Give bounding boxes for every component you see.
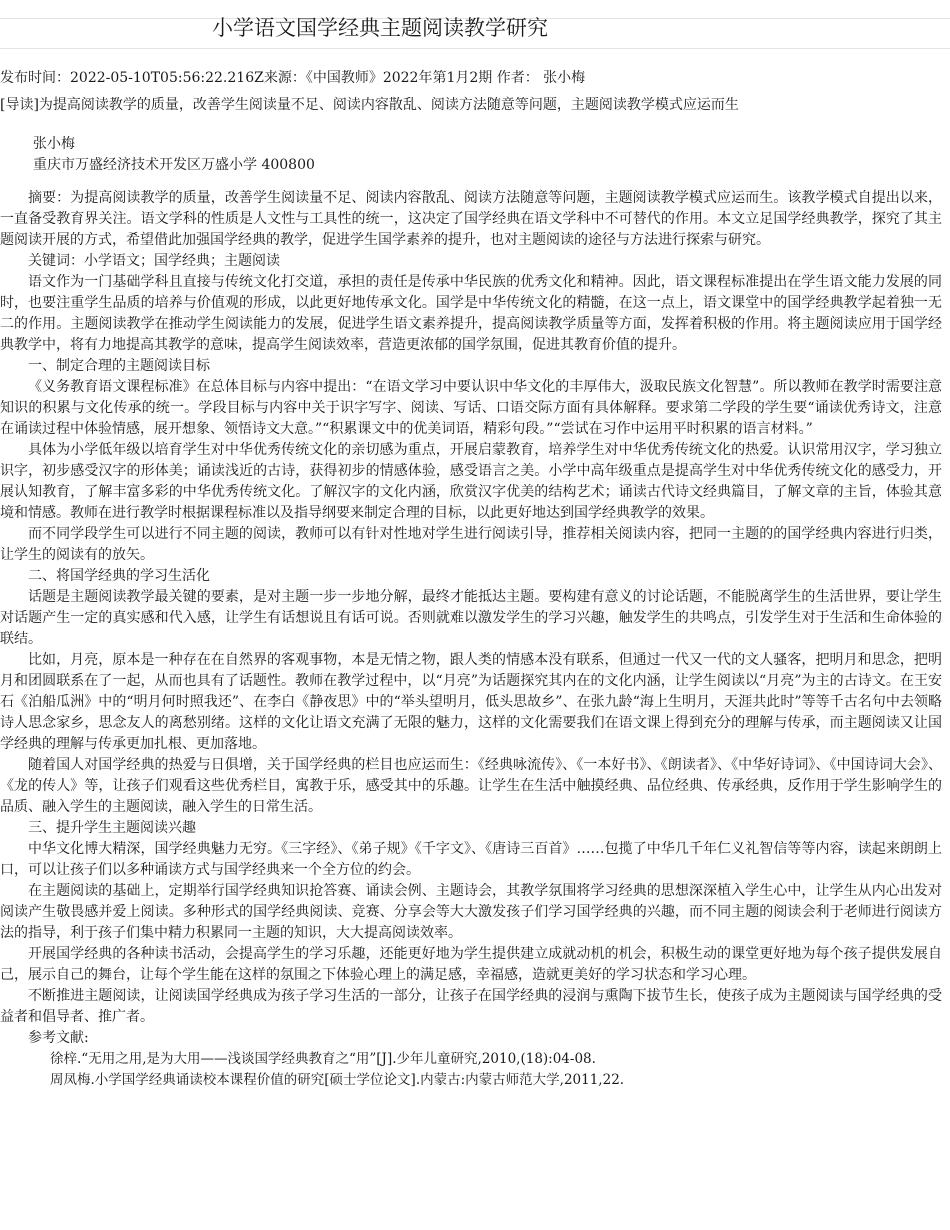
author-affiliation: 重庆市万盛经济技术开发区万盛小学 400800	[33, 157, 315, 173]
article-title: 小学语文国学经典主题阅读教学研究	[212, 16, 548, 40]
intro-paragraph: 语文作为一门基础学科且直接与传统文化打交道，承担的责任是传承中华民族的优秀文化和精神。因此，语文课程标准提出在学生语文能力发展的同时，也要注重学生品质的培养与价值观的形成，以此更好地传承文化。国学是中华传统文化的精髓，在这一点上，语文课堂中的国学经典教学起着独一无二的作用。主题阅读教学在推动学生阅读能力的发展，促进学生语文素养提升，提高阅读教学质量等方面，发挥着积极的作用。将主题阅读应用于国学经典教学中，将有力地提高其教学的意味，提高学生阅读效率，营造更浓郁的国学氛围，促进其教育价值的提升。	[0, 274, 942, 353]
paragraph: 具体为小学低年级以培育学生对中华优秀传统文化的亲切感为重点，开展启蒙教育，培养学生对中华优秀传统文化的热爱。认识常用汉字，学习独立识字，初步感受汉字的形体美；诵读浅近的古诗，获得初步的情感体验，感受语言之美。小学中高年级重点是提高学生对中华优秀传统文化的感受力，开展认知教育，了解丰富多彩的中华优秀传统文化。了解汉字的文化内涵，欣赏汉字优美的结构艺术；诵读古代诗文经典篇目，了解文章的主旨，体验其意境和情感。教师在进行教学时根据课程标准以及指导纲要来制定合理的目标，以此更好地达到国学经典教学的效果。	[0, 442, 942, 521]
references	[0, 1028, 942, 1091]
reference-item: 徐梓.“无用之用,是为大用——浅谈国学经典教育之“用”[J].少年儿童研究,2010,(18):04-08.	[50, 1051, 596, 1067]
author-name: 张小梅	[33, 136, 75, 152]
keywords: 关键词：小学语文；国学经典；主题阅读	[28, 253, 280, 269]
paragraph: 而不同学段学生可以进行不同主题的阅读，教师可以有针对性地对学生进行阅读引导，推荐相关阅读内容，把同一主题的的国学经典内容进行归类，让学生的阅读有的放矢。	[0, 526, 942, 563]
publish-meta	[0, 68, 585, 88]
paragraph: 在主题阅读的基础上，定期举行国学经典知识抢答赛、诵读会例、主题诗会，其教学氛围将学习经典的思想深深植入学生心中，让学生从内心出发对阅读产生敬畏感并爱上阅读。多种形式的国学经典阅读、竞赛、分享会等大大激发孩子们学习国学经典的兴趣，而不同主题的阅读会利于老师进行阅读方法的指导，利于孩子们集中精力积累同一主题的知识，大大提高阅读效率。	[0, 883, 942, 941]
paragraph: 随着国人对国学经典的热爱与日俱增，关于国学经典的栏目也应运而生：《经典咏流传》、《一本好书》、《朗读者》、《中华好诗词》、《中国诗词大会》、《龙的传人》等，让孩子们观看这些优秀栏目，寓教于乐，感受其中的乐趣。让学生在生活中触摸经典、品位经典、传承经典，反作用于学生影响学生的品质、融入学生的主题阅读，融入学生的日常生活。	[0, 757, 942, 815]
section-heading-3: 三、提升学生主题阅读兴趣	[28, 820, 196, 836]
conclusion-paragraph: 不断推进主题阅读，让阅读国学经典成为孩子学习生活的一部分，让孩子在国学经典的浸润与熏陶下拔节生长，使孩子成为主题阅读与国学经典的受益者和倡导者、推广者。	[0, 988, 942, 1025]
lead-summary-text: [导读]为提高阅读教学的质量，改善学生阅读量不足、阅读内容散乱、阅读方法随意等问题，主题阅读教学模式应运而生	[0, 97, 739, 113]
paragraph: 中华文化博大精深，国学经典魅力无穷。《三字经》、《弟子规》《千字文》、《唐诗三百首》……包揽了中华几千年仁义礼智信等等内容，读起来朗朗上口，可以让孩子们以多种诵读方式与国学经典来一个全方位的约会。	[0, 841, 942, 878]
paragraph: 比如，月亮，原本是一种存在在自然界的客观事物，本是无情之物，跟人类的情感本没有联系，但通过一代又一代的文人骚客，把明月和思念，把明月和团圆联系在了一起，从而也具有了话题性。教师在教学过程中，以“月亮”为话题探究其内在的文化内涵，让学生阅读以“月亮”为主的古诗文。在王安石《泊船瓜洲》中的“明月何时照我还”、在李白《静夜思》中的“举头望明月，低头思故乡”、在张九龄“海上生明月，天涯共此时”等等千古名句中去领略诗人思念家乡，思念友人的离愁别绪。这样的文化让语文充满了无限的魅力，这样的文化需要我们在语文课上得到充分的理解与传承，而主题阅读又让国学经典的理解与传承更加扎根、更加落地。	[0, 652, 942, 752]
title-divider	[0, 48, 950, 49]
reference-item: 周凤梅.小学国学经典诵读校本课程价值的研究[硕士学位论文].内蒙古:内蒙古师范大学,2011,22.	[50, 1072, 625, 1088]
section-heading-2: 二、将国学经典的学习生活化	[28, 568, 210, 584]
lead-summary	[0, 95, 739, 115]
section-heading-1: 一、制定合理的主题阅读目标	[28, 358, 210, 374]
publish-meta-text: 发布时间：2022-05-10T05:56:22.216Z来源：《中国教师》2022年第1月2期 作者： 张小梅	[0, 70, 586, 86]
paragraph: 开展国学经典的各种读书活动，会提高学生的学习乐趣，还能更好地为学生提供建立成就动机的机会，积极生动的课堂更好地为每个孩子提供发展自己，展示自己的舞台，让每个学生能在这样的氛围之下体验心理上的满足感，幸福感，造就更美好的学习状态和学习心理。	[0, 946, 942, 983]
article-body	[0, 188, 942, 1091]
abstract: 摘要：为提高阅读教学的质量，改善学生阅读量不足、阅读内容散乱、阅读方法随意等问题，主题阅读教学模式应运而生。该教学模式自提出以来，一直备受教育界关注。语文学科的性质是人文性与工具性的统一，这决定了国学经典在语文学科中不可替代的作用。本文立足国学经典教学，探究了其主题阅读开展的方式，希望借此加强国学经典的教学，促进学生国学素养的提升，也对主题阅读的途径与方法进行探索与研究。	[0, 190, 942, 248]
references-label: 参考文献:	[28, 1030, 89, 1046]
paragraph: 《义务教育语文课程标准》在总体目标与内容中提出：“在语文学习中要认识中华文化的丰厚伟大，汲取民族文化智慧”。所以教师在教学时需要注意知识的积累与文化传承的统一。学段目标与内容中关于识字写字、阅读、写话、口语交际方面有具体解释。要求第二学段的学生要“诵读优秀诗文，注意在诵读过程中体验情感，展开想象、领悟诗文大意。”“积累课文中的优美词语，精彩句段。”“尝试在习作中运用平时积累的语言材料。”	[0, 379, 942, 437]
paragraph: 话题是主题阅读教学最关键的要素，是对主题一步一步地分解，最终才能抵达主题。要构建有意义的讨论话题，不能脱离学生的生活世界，要让学生对话题产生一定的真实感和代入感，让学生有话想说且有话可说。否则就难以激发学生的学习兴趣，触发学生的共鸣点，引发学生对于生活和生命体验的联结。	[0, 589, 942, 647]
